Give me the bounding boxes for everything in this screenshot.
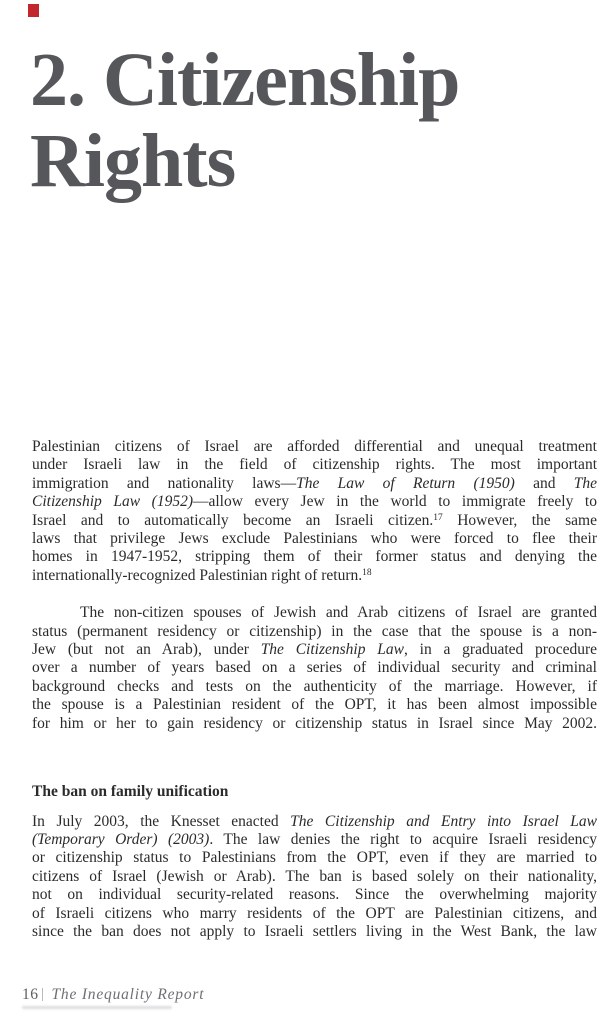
text-line: (Temporary Order) (2003). The law denies the right to acquire Israeli residency: [32, 830, 597, 848]
paragraph: [32, 813, 597, 942]
text-line: Israel and to automatically become an Israeli citizen.$^{17}$ However, the same: [32, 511, 597, 529]
text-line: internationally-recognized Palestinian right of return.$^{18}$: [32, 566, 372, 584]
body-text-column: [32, 438, 597, 941]
footer-divider: [42, 988, 43, 1001]
page-number: 16: [22, 986, 39, 1003]
text-line: over a number of years based on a series of individual security and criminal: [32, 659, 597, 677]
scan-artifact: [22, 1006, 172, 1009]
text-line: of Israeli citizens who marry residents of the OPT are Palestinian citizens, and: [32, 904, 597, 922]
text-line: homes in 1947-1952, stripping them of their former status and denying the: [32, 548, 597, 566]
text-line: since the ban does not apply to Israeli settlers living in the West Bank, the law: [32, 922, 597, 940]
chapter-title-line-1: 2. Citizenship: [30, 38, 460, 122]
text-line: for him or her to gain residency or citizenship status in Israel since May 2002.: [32, 714, 597, 732]
footer-report-title: The Inequality Report: [51, 986, 205, 1003]
page-footer: [22, 986, 204, 1004]
text-line: the spouse is a Palestinian resident of the OPT, it has been almost impossible: [32, 696, 597, 714]
text-line: or citizenship status to Palestinians from the OPT, even if they are married to: [32, 849, 597, 867]
text-line: citizens of Israel (Jewish or Arab). The ban is based solely on their nationality,: [32, 867, 597, 885]
text-line: laws that privilege Jews exclude Palestinians who were forced to flee their: [32, 530, 597, 548]
chapter-marker-red-square: [28, 4, 39, 17]
chapter-title: [30, 40, 459, 202]
text-line: under Israeli law in the field of citizenship rights. The most important: [32, 456, 597, 474]
paragraph: [32, 604, 597, 733]
paragraph: [32, 438, 597, 585]
text-line: background checks and tests on the authenticity of the marriage. However, if: [32, 677, 597, 695]
text-line: Jew (but not an Arab), under The Citizenship Law, in a graduated procedure: [32, 641, 598, 659]
text-line: The non-citizen spouses of Jewish and Arab citizens of Israel are granted: [80, 604, 597, 622]
text-line: immigration and nationality laws—The Law of Return (1950) and The: [32, 474, 597, 492]
text-line: In July 2003, the Knesset enacted The Citizenship and Entry into Israel Law: [32, 812, 597, 830]
text-line: not on individual security-related reasons. Since the overwhelming majority: [32, 886, 597, 904]
text-line: Citizenship Law (1952)—allow every Jew in the world to immigrate freely to: [32, 493, 597, 511]
text-line: status (permanent residency or citizenship) in the case that the spouse is a non-: [32, 622, 597, 640]
chapter-title-line-2: Rights: [30, 119, 236, 203]
section-heading: The ban on family unification: [32, 783, 229, 801]
text-line: Palestinian citizens of Israel are afforded differential and unequal treatment: [32, 438, 597, 455]
